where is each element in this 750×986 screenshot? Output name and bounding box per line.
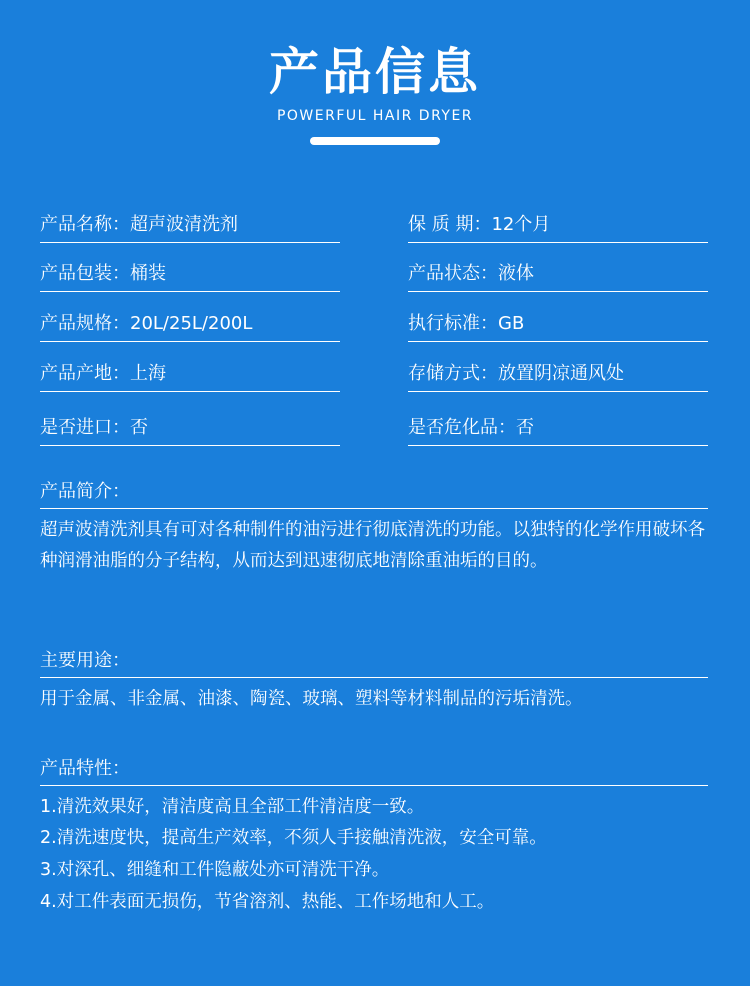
field-value: 20L/25L/200L	[130, 313, 253, 334]
feature-item: 3.对深孔、细缝和工件隐蔽处亦可清洗干净。	[40, 860, 390, 880]
field-value: 桶装	[130, 263, 166, 284]
field-label: 是否危化品：	[408, 417, 516, 438]
feature-item: 2.清洗速度快，提高生产效率，不须人手接触清洗液，安全可靠。	[40, 828, 547, 848]
field-label: 执行标准：	[408, 313, 498, 334]
field-hazardous	[408, 411, 708, 446]
field-label: 产品产地：	[40, 363, 130, 384]
field-product-name	[40, 208, 340, 243]
usage-heading: 主要用途：	[40, 645, 708, 678]
intro-text: 超声波清洗剂具有可对各种制件的油污进行彻底清洗的功能。以独特的化学作用破坏各种润滑油脂的分子结构，从而达到迅速彻底地清除重油垢的目的。	[40, 520, 705, 571]
usage-text: 用于金属、非金属、油漆、陶瓷、玻璃、塑料等材料制品的污垢清洗。	[40, 689, 583, 709]
field-imported	[40, 411, 340, 446]
field-label: 是否进口：	[40, 417, 130, 438]
field-label: 产品规格：	[40, 313, 130, 334]
field-shelf-life	[408, 208, 708, 243]
field-spec	[40, 307, 340, 342]
field-label: 产品名称：	[40, 214, 130, 235]
title-underline-bar	[310, 137, 440, 145]
field-value: 液体	[498, 263, 534, 284]
field-packaging	[40, 257, 340, 292]
intro-heading: 产品简介：	[40, 476, 708, 509]
field-value: 放置阴凉通风处	[498, 363, 624, 384]
field-state	[408, 257, 708, 292]
field-standard	[408, 307, 708, 342]
field-label: 产品包装：	[40, 263, 130, 284]
field-value: 12个月	[491, 214, 551, 235]
field-origin	[40, 357, 340, 392]
feature-item: 1.清洗效果好，清洁度高且全部工件清洁度一致。	[40, 797, 425, 817]
features-heading: 产品特性：	[40, 753, 708, 786]
field-label: 保 质 期：	[408, 214, 492, 235]
field-value: 否	[130, 417, 148, 438]
field-value: 否	[516, 417, 534, 438]
page-subtitle: POWERFUL HAIR DRYER	[276, 108, 474, 124]
field-label: 存储方式：	[408, 363, 498, 384]
field-label: 产品状态：	[408, 263, 498, 284]
field-storage	[408, 357, 708, 392]
field-value: 超声波清洗剂	[130, 214, 238, 235]
page-title: 产品信息	[269, 43, 481, 101]
field-value: 上海	[130, 363, 166, 384]
field-value: GB	[498, 313, 525, 334]
feature-item: 4.对工件表面无损伤，节省溶剂、热能、工作场地和人工。	[40, 892, 495, 912]
